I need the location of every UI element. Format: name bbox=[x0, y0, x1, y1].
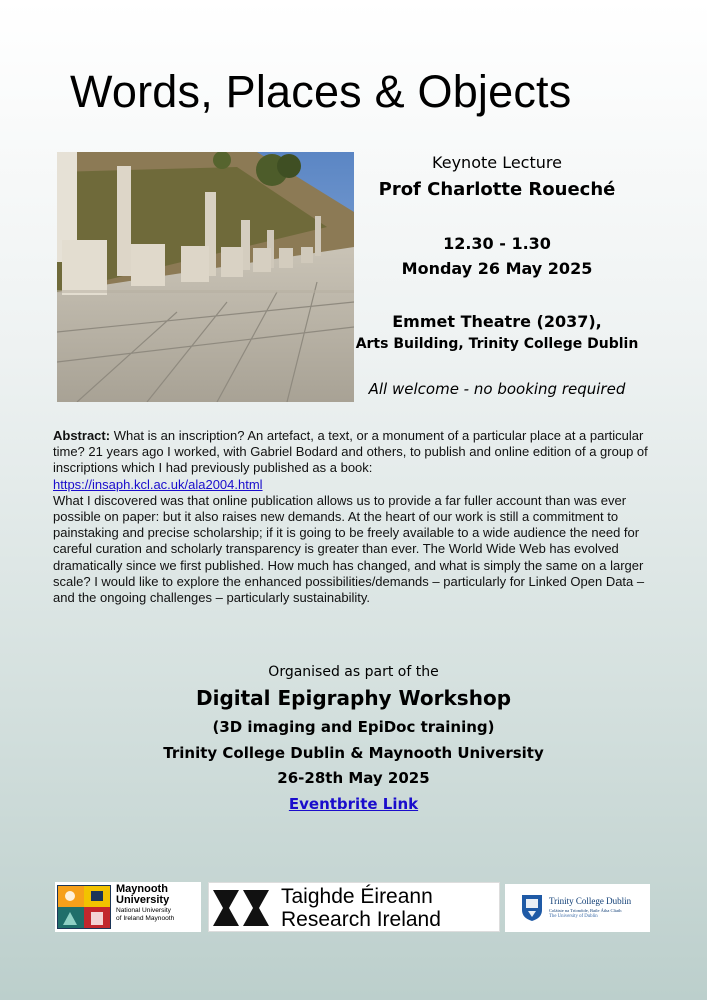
research-ireland-irish: Taighde Éireann bbox=[281, 885, 433, 908]
workshop-dates: 26-28th May 2025 bbox=[277, 769, 430, 787]
lecture-date: Monday 26 May 2025 bbox=[401, 259, 593, 278]
abstract-para-1: What is an inscription? An artefact, a text, or a monument of a particular place at a particular time? 21 years ago I worked, with Gabriel Bodard and others, to publish and online edition of a group of inscriptions which I had previously published as a book: bbox=[53, 428, 648, 476]
ruins-photo bbox=[57, 152, 354, 402]
tcd-harp-crest-icon bbox=[521, 894, 543, 922]
workshop-subtitle: (3D imaging and EpiDoc training) bbox=[212, 718, 495, 736]
tcd-irish-name: Coláiste na Tríonóide, Baile Átha Cliath bbox=[549, 908, 622, 913]
tcd-subtitle: The University of Dublin bbox=[549, 914, 598, 919]
research-ireland-english: Research Ireland bbox=[281, 908, 441, 931]
maynooth-subtitle: National University of Ireland Maynooth bbox=[116, 907, 175, 922]
tcd-name: Trinity College Dublin bbox=[549, 896, 632, 906]
maynooth-name: Maynooth University bbox=[116, 883, 170, 906]
lecture-venue: Emmet Theatre (2037), bbox=[392, 312, 602, 331]
abstract-label: Abstract: bbox=[53, 428, 111, 443]
research-ireland-logo bbox=[208, 882, 500, 932]
workshop-hosts: Trinity College Dublin & Maynooth University bbox=[163, 744, 544, 762]
research-ireland-mark-icon bbox=[213, 888, 269, 928]
maynooth-crest-icon bbox=[57, 885, 111, 929]
lecture-time: 12.30 - 1.30 bbox=[443, 234, 551, 253]
poster-title: Words, Places & Objects bbox=[70, 66, 572, 117]
tcd-logo bbox=[505, 884, 650, 932]
lecture-venue-detail: Arts Building, Trinity College Dublin bbox=[355, 336, 639, 352]
workshop-title: Digital Epigraphy Workshop bbox=[195, 686, 512, 710]
eventbrite-link[interactable]: Eventbrite Link bbox=[288, 795, 419, 813]
abstract-para-2: What I discovered was that online publication allows us to provide a far fuller account than was ever possible on paper: but it also raises new demands. At the heart of our work is still a commitment to painstaking and precise scholarship; if it is going to be freely available to a wide audience the need for careful curation and scholarly transparency is greater than ever. The World Wide Web has evolved dramatically since we first published. How much has changed, and what is simply the same on a larger scale? I would like to explore the enhanced possibilities/demands – particularly for Linked Open Data – and the ongoing challenges – particularly sustainability. bbox=[53, 492, 645, 606]
abstract-link[interactable]: https://insaph.kcl.ac.uk/ala2004.html bbox=[53, 476, 263, 492]
eventbrite-link-row bbox=[0, 795, 707, 813]
booking-note: All welcome - no booking required bbox=[368, 380, 626, 398]
abstract bbox=[53, 428, 653, 606]
organiser-intro: Organised as part of the bbox=[268, 664, 439, 680]
speaker-name: Prof Charlotte Roueché bbox=[378, 179, 616, 200]
maynooth-logo bbox=[55, 882, 201, 932]
lecture-kicker: Keynote Lecture bbox=[432, 153, 562, 172]
